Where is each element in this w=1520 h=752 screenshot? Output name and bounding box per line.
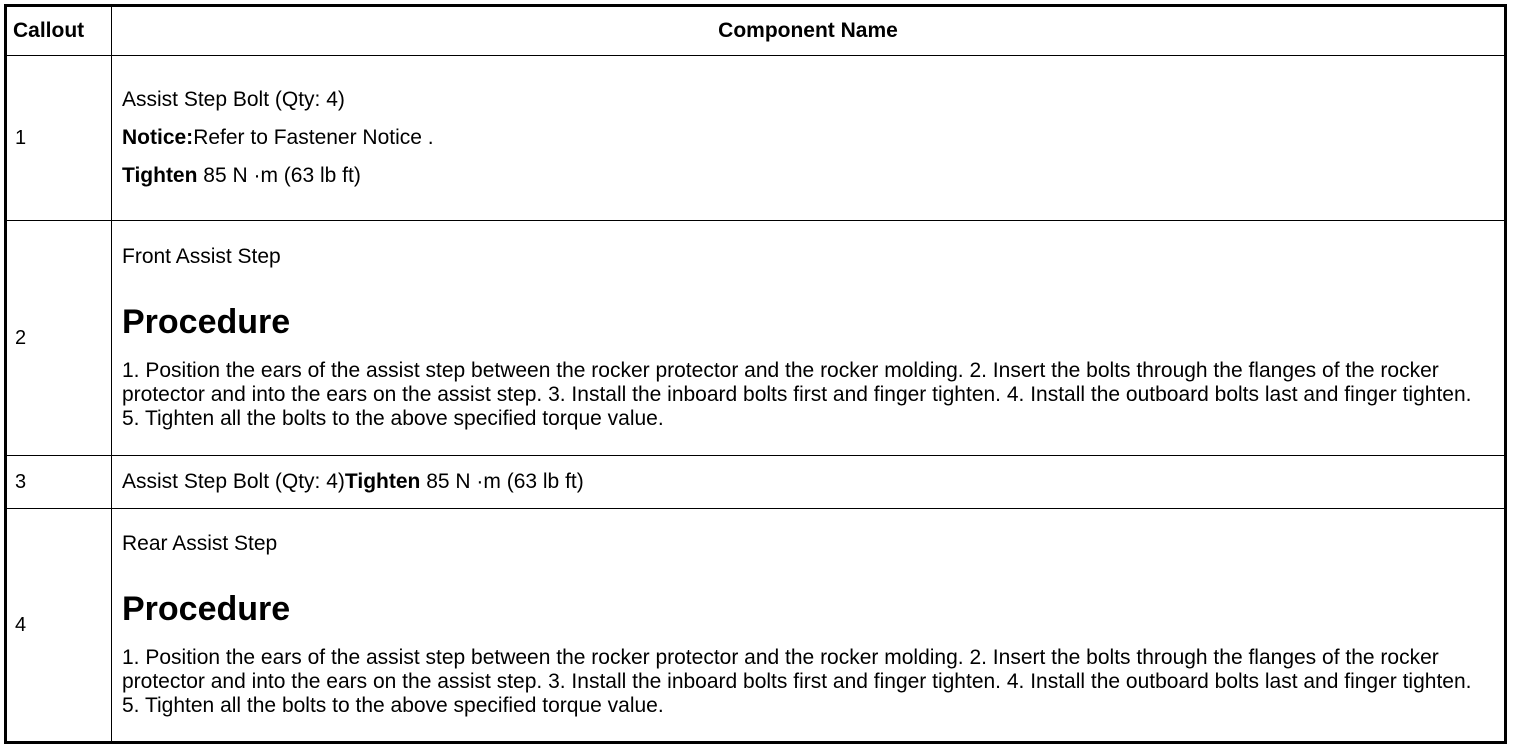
procedure-text: 1. Position the ears of the assist step between the rocker protector and the rocker molding. 2. Insert the bolts through the flanges of the rocker protector and into the ears on the assist step. 3. Install the inboard bolts first and finger tighten. 4. Install the outboard bolts last and finger tighten. 5. Tighten all the bolts to the above specified torque value. <box>122 359 1472 430</box>
component-cell <box>112 221 1506 456</box>
notice-line <box>122 126 1494 150</box>
procedure-heading: Procedure <box>122 590 291 628</box>
callout-number: 1 <box>6 56 112 221</box>
tighten-label: Tighten <box>344 470 421 493</box>
procedure-text: 1. Position the ears of the assist step between the rocker protector and the rocker molding. 2. Insert the bolts through the flanges of the rocker protector and into the ears on the assist step. 3. Install the inboard bolts first and finger tighten. 4. Install the outboard bolts last and finger tighten. 5. Tighten all the bolts to the above specified torque value. <box>122 646 1472 717</box>
table-row <box>6 221 1506 456</box>
component-name: Front Assist Step <box>122 245 281 268</box>
notice-text: Refer to Fastener Notice . <box>193 126 434 149</box>
component-table <box>4 4 1507 744</box>
component-name: Assist Step Bolt (Qty: 4) <box>122 88 345 111</box>
procedure-heading: Procedure <box>122 303 291 341</box>
tighten-label: Tighten <box>122 164 198 187</box>
component-cell <box>112 509 1506 743</box>
callout-number: 2 <box>6 221 112 456</box>
notice-label: Notice: <box>122 126 194 149</box>
table-row <box>6 509 1506 743</box>
header-callout: Callout <box>6 6 112 56</box>
table-row <box>6 56 1506 221</box>
component-name: Assist Step Bolt (Qty: 4) <box>122 470 345 493</box>
table-row <box>6 456 1506 509</box>
tighten-line <box>122 164 1494 188</box>
callout-number: 4 <box>6 509 112 743</box>
tighten-value: 85 N ·m (63 lb ft) <box>197 164 361 187</box>
tighten-value: 85 N ·m (63 lb ft) <box>420 470 584 493</box>
component-cell <box>112 56 1506 221</box>
table-header-row <box>6 6 1506 56</box>
component-cell <box>112 456 1506 509</box>
component-name: Rear Assist Step <box>122 532 278 555</box>
header-component-name: Component Name <box>112 6 1506 56</box>
callout-number: 3 <box>6 456 112 509</box>
